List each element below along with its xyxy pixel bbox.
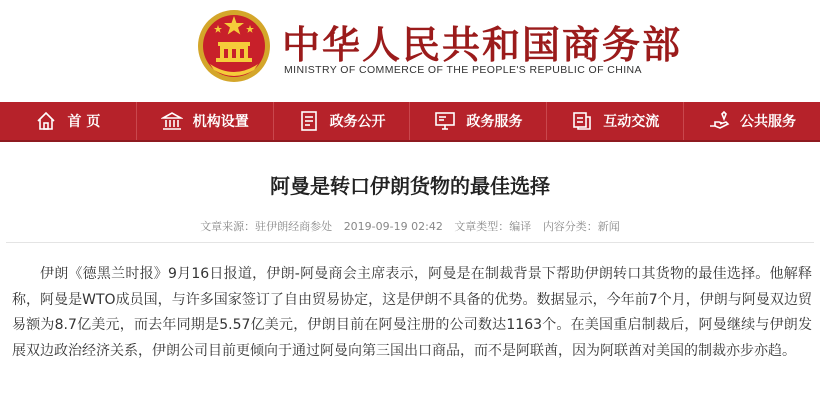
nav-item-government-affairs[interactable] [274,102,411,140]
article-body: 伊朗《德黑兰时报》9月16日报道，伊朗-阿曼商会主席表示，阿曼是在制裁背景下帮助伊朗转口其货物的最佳选择。他解释称，阿曼是WTO成员国，与许多国家签订了自由贸易协定，这是伊朗不具备的优势。数据显示，今年前7个月，伊朗与阿曼双边贸易额为8.7亿美元，而去年同期是5.57亿美元，伊朗目前在阿曼注册的公司数达1163个。在美国重启制裁后，阿曼继续与伊朗发展双边政治经济关系，伊朗公司目前更倾向于通过阿曼向第三国出口商品，而不是阿联酋，因为阿联酋对美国的制裁亦步亦趋。 [12,266,812,359]
nav-label-government-affairs: 政务公开 [329,114,386,130]
nav-item-organization[interactable] [137,102,274,140]
article-title: 阿曼是转口伊朗货物的最佳选择 [270,174,550,198]
nav-label-government-services: 政务服务 [466,114,523,130]
nav-label-organization: 机构设置 [192,114,249,130]
document-icon [298,110,320,132]
site-title: 中华人民共和国商务部 [282,22,683,67]
article-date: 2019-09-19 02:42 [343,220,443,233]
home-icon [35,110,57,132]
divider [6,242,814,243]
nav-item-government-services[interactable] [410,102,547,140]
monitor-icon [434,110,456,132]
nav-item-public-services[interactable] [684,102,820,140]
main-nav [0,102,820,142]
hand-service-icon [708,110,730,132]
site-header [0,0,820,100]
article-source: 文章来源：驻伊朗经商参处 [200,220,333,233]
building-icon [161,110,183,132]
article-type: 文章类型：编译 [454,220,532,233]
article-category: 内容分类：新闻 [542,220,620,233]
chat-icon [571,110,593,132]
national-emblem-icon[interactable] [196,8,272,84]
site-subtitle: MINISTRY OF COMMERCE OF THE PEOPLE'S REPUBLIC OF CHINA [284,64,642,76]
article-meta [0,218,820,234]
nav-label-interaction: 互动交流 [603,114,660,130]
nav-item-interaction[interactable] [547,102,684,140]
nav-label-public-services: 公共服务 [740,114,797,130]
nav-item-home[interactable] [0,102,137,140]
nav-label-home: 首 页 [67,114,101,130]
